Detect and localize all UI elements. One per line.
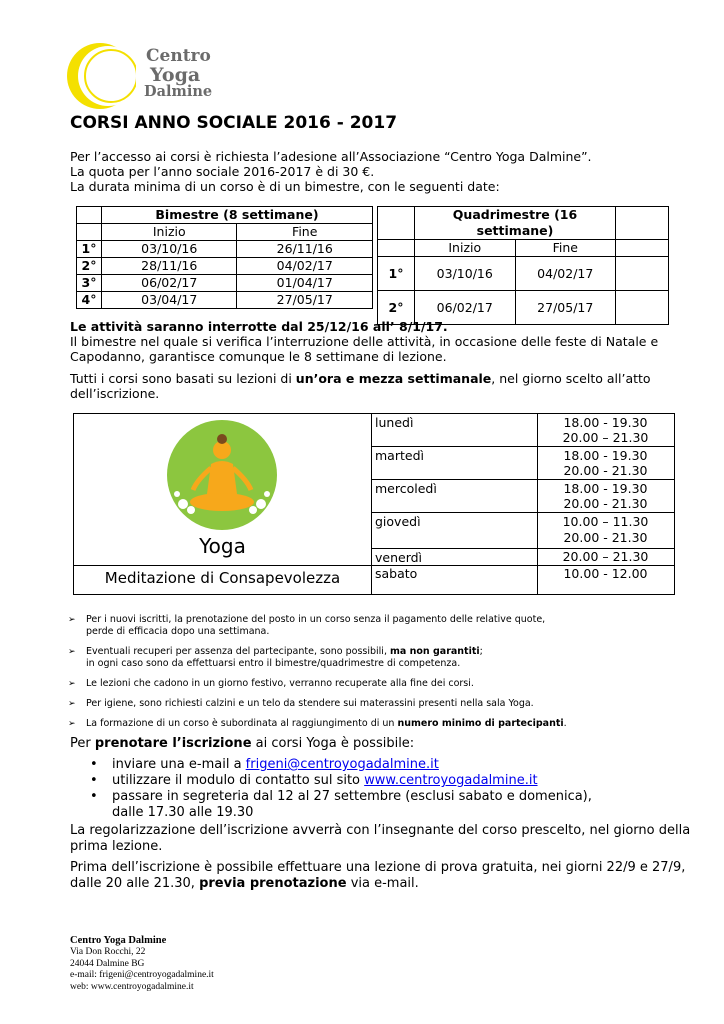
arrow-icon: ➢ bbox=[68, 679, 76, 689]
row-number: 2° bbox=[378, 291, 415, 325]
note-text: Per i nuovi iscritti, la prenotazione del posto in un corso senza il pagamento delle relative quote, bbox=[86, 614, 546, 625]
list-item bbox=[90, 773, 592, 789]
list-item bbox=[68, 718, 668, 730]
bimestre-header: Bimestre (8 settimane) bbox=[102, 207, 373, 224]
logo-line2: Yoga bbox=[150, 64, 201, 86]
time-slot: 20.00 - 21.30 bbox=[563, 463, 648, 478]
time-slot: 20.00 – 21.30 bbox=[562, 430, 649, 445]
day-tuesday: martedì bbox=[375, 448, 424, 463]
note-text: . bbox=[563, 718, 567, 729]
arrow-icon: ➢ bbox=[68, 615, 76, 625]
row-start: 03/04/17 bbox=[102, 292, 237, 309]
regularization-line: La regolarizzazione dell’iscrizione avverrà con l’insegnante del corso prescelto, nel giorno della bbox=[70, 823, 691, 838]
row-start: 28/11/16 bbox=[102, 258, 237, 275]
table-row bbox=[77, 241, 373, 258]
note-text: Le lezioni che cadono in un giorno festivo, verranno recuperate alla fine dei corsi. bbox=[86, 678, 474, 689]
row-number: 2° bbox=[77, 258, 102, 275]
note-text: Eventuali recuperi per assenza del partecipante, sono possibili, bbox=[86, 646, 390, 657]
note-text: ; bbox=[479, 646, 483, 657]
arrow-icon: ➢ bbox=[68, 647, 76, 657]
intro-line: Per l’accesso ai corsi è richiesta l’adesione all’Associazione “Centro Yoga Dalmine”. bbox=[70, 149, 592, 164]
courses-info bbox=[70, 371, 651, 401]
interruption bbox=[70, 319, 658, 364]
day-saturday: sabato bbox=[375, 566, 418, 581]
quadrimestre-header: Quadrimestre (16 settimane) bbox=[415, 207, 616, 240]
logo-line3: Dalmine bbox=[144, 83, 213, 100]
trial-text: via e-mail. bbox=[346, 876, 419, 891]
row-end: 01/04/17 bbox=[237, 275, 373, 292]
booking-item-text: inviare una e-mail a bbox=[112, 757, 246, 772]
table-row bbox=[378, 257, 669, 291]
row-end: 27/05/17 bbox=[237, 292, 373, 309]
time-slot: 20.00 - 21.30 bbox=[563, 496, 648, 511]
day-wednesday: mercoledì bbox=[375, 481, 437, 496]
row-start: 03/10/16 bbox=[102, 241, 237, 258]
interruption-heading: Le attività saranno interrotte dal 25/12/16 all’ 8/1/17. bbox=[70, 319, 448, 334]
table-row bbox=[77, 275, 373, 292]
list-item bbox=[68, 646, 668, 670]
courses-line2: dell’iscrizione. bbox=[70, 386, 160, 401]
time-slot: 20.00 - 21.30 bbox=[563, 530, 648, 545]
list-item bbox=[68, 614, 668, 638]
regularization-line: prima lezione. bbox=[70, 839, 163, 854]
note-bold: numero minimo di partecipanti bbox=[397, 718, 564, 729]
list-item bbox=[90, 757, 592, 773]
regularization bbox=[70, 823, 690, 855]
bimestre-table bbox=[76, 206, 373, 309]
time-slot: 20.00 – 21.30 bbox=[562, 549, 649, 564]
meditation-label: Meditazione di Consapevolezza bbox=[104, 569, 341, 587]
intro-line: La durata minima di un corso è di un bimestre, con le seguenti date: bbox=[70, 179, 500, 194]
sun-logo-icon bbox=[64, 40, 136, 112]
booking-item-text: dalle 17.30 alle 19.30 bbox=[112, 805, 254, 820]
quadrimestre-table bbox=[377, 206, 669, 325]
website-link[interactable]: www.centroyogadalmine.it bbox=[364, 773, 538, 788]
table-row bbox=[77, 292, 373, 309]
time-slot: 10.00 - 12.00 bbox=[563, 566, 648, 581]
row-end: 04/02/17 bbox=[515, 257, 616, 291]
yoga-schedule-box bbox=[73, 413, 675, 595]
footer bbox=[70, 934, 214, 993]
row-number: 4° bbox=[77, 292, 102, 309]
bullet-icon: • bbox=[90, 757, 98, 772]
booking-text: ai corsi Yoga è possibile: bbox=[251, 736, 415, 751]
logo-line1: Centro bbox=[146, 46, 211, 66]
note-bold: ma non garantiti bbox=[390, 646, 480, 657]
arrow-icon: ➢ bbox=[68, 699, 76, 709]
footer-name: Centro Yoga Dalmine bbox=[70, 935, 167, 946]
row-end: 04/02/17 bbox=[237, 258, 373, 275]
row-end: 27/05/17 bbox=[515, 291, 616, 325]
courses-text: , nel giorno scelto all’atto bbox=[491, 371, 651, 386]
note-text: perde di efficacia dopo una settimana. bbox=[86, 626, 270, 637]
logo bbox=[64, 40, 214, 105]
footer-city: 24044 Dalmine BG bbox=[70, 958, 145, 969]
footer-email: e-mail: frigeni@centroyogadalmine.it bbox=[70, 970, 214, 980]
note-text: in ogni caso sono da effettuarsi entro il bimestre/quadrimestre di competenza. bbox=[86, 658, 461, 669]
yoga-figure-icon bbox=[165, 418, 279, 532]
interruption-line: Capodanno, garantisce comunque le 8 settimane di lezione. bbox=[70, 349, 447, 364]
col-end: Fine bbox=[515, 240, 616, 257]
table-row bbox=[77, 258, 373, 275]
courses-text: Tutti i corsi sono basati su lezioni di bbox=[70, 371, 296, 386]
interruption-line: Il bimestre nel quale si verifica l’interruzione delle attività, in occasione delle feste di Natale e bbox=[70, 334, 659, 349]
time-slot: 10.00 – 11.30 bbox=[562, 514, 649, 529]
col-start: Inizio bbox=[102, 224, 237, 241]
footer-address: Via Don Rocchi, 22 bbox=[70, 947, 146, 957]
row-start: 06/02/17 bbox=[415, 291, 516, 325]
time-slot: 18.00 - 19.30 bbox=[563, 415, 648, 430]
col-start: Inizio bbox=[415, 240, 516, 257]
footer-web: web: www.centroyogadalmine.it bbox=[70, 981, 194, 992]
arrow-icon: ➢ bbox=[68, 719, 76, 729]
booking-text: Per bbox=[70, 736, 95, 751]
list-item bbox=[68, 678, 668, 690]
time-slot: 18.00 - 19.30 bbox=[563, 481, 648, 496]
trial-bold: previa prenotazione bbox=[199, 876, 347, 891]
page-title: CORSI ANNO SOCIALE 2016 - 2017 bbox=[70, 113, 398, 133]
row-number: 1° bbox=[378, 257, 415, 291]
bullet-icon: • bbox=[90, 789, 98, 804]
col-end: Fine bbox=[237, 224, 373, 241]
list-item bbox=[90, 789, 592, 821]
note-text: La formazione di un corso è subordinata al raggiungimento di un bbox=[86, 718, 398, 729]
courses-bold: un’ora e mezza settimanale bbox=[295, 371, 492, 386]
day-monday: lunedì bbox=[375, 415, 414, 430]
note-text: Per igiene, sono richiesti calzini e un telo da stendere sui materassini presenti nella sala Yoga. bbox=[86, 698, 534, 709]
day-friday: venerdì bbox=[375, 550, 423, 565]
time-slot: 18.00 - 19.30 bbox=[563, 448, 648, 463]
row-number: 1° bbox=[77, 241, 102, 258]
booking-bold: prenotare l’iscrizione bbox=[94, 736, 252, 751]
intro bbox=[70, 149, 592, 194]
trial-line: Prima dell’iscrizione è possibile effettuare una lezione di prova gratuita, nei giorni 22/9 e 27/9, bbox=[70, 860, 686, 875]
yoga-label: Yoga bbox=[199, 534, 246, 558]
trial-lesson bbox=[70, 860, 685, 892]
intro-line: La quota per l’anno sociale 2016-2017 è di 30 €. bbox=[70, 164, 375, 179]
trial-text: dalle 20 alle 21.30, bbox=[70, 876, 200, 891]
row-start: 03/10/16 bbox=[415, 257, 516, 291]
day-thursday: giovedì bbox=[375, 514, 421, 529]
booking-item-text: passare in segreteria dal 12 al 27 settembre (esclusi sabato e domenica), bbox=[112, 789, 592, 804]
list-item bbox=[68, 698, 668, 710]
booking-item-text: utilizzare il modulo di contatto sul sito bbox=[112, 773, 365, 788]
email-link[interactable]: frigeni@centroyogadalmine.it bbox=[245, 757, 439, 772]
booking bbox=[70, 736, 592, 821]
bullet-icon: • bbox=[90, 773, 98, 788]
notes-list bbox=[68, 614, 668, 730]
row-start: 06/02/17 bbox=[102, 275, 237, 292]
row-end: 26/11/16 bbox=[237, 241, 373, 258]
row-number: 3° bbox=[77, 275, 102, 292]
